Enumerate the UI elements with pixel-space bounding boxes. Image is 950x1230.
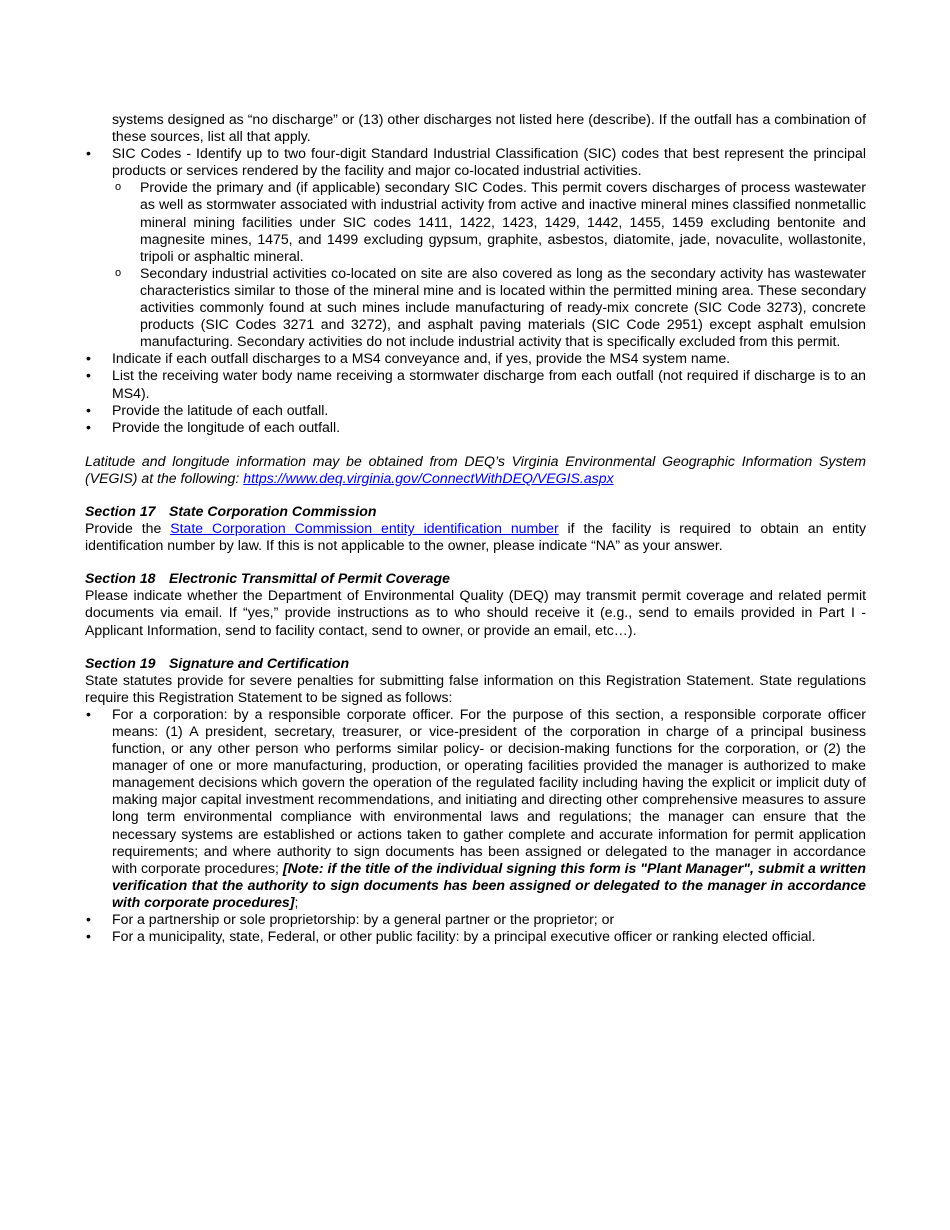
sic-sub-item-primary: o Provide the primary and (if applicable) secondary SIC Codes. This permit covers discharges of process wastewater as well as stormwater associated with industrial activity from active and inactive mineral mines classified nonmetallic mineral mining facilities under SIC codes 1411, 1422, 1423, 1429, 1442, 1455, 1459 excluding bentonite and magnesite mines, 1475, and 1499 excluding gypsum, graphite, asbestos, diatomite, jade, novaculite, wollastonite, tripoli or asphaltic mineral. [112, 179, 866, 264]
section-17-number: Section 17 [85, 502, 156, 519]
sic-sublist [85, 179, 866, 350]
section-17-post: if the facility is required to obtain an entity identification number by law. If this is not applicable to the owner, please indicate “NA” as your answer. [85, 520, 866, 554]
section-17-body [85, 520, 866, 554]
section-19-intro: State statutes provide for severe penalties for submitting false information on this Registration Statement. State regulations require this Registration Statement to be signed as follows: [85, 671, 866, 705]
scc-entity-id-link[interactable]: State Corporation Commission entity identification number [170, 520, 559, 537]
section-19-title: Signature and Certification [169, 654, 350, 671]
section-17-pre: Provide the [85, 520, 171, 537]
sic-codes-text: SIC Codes - Identify up to two four-digit Standard Industrial Classification (SIC) codes that best represent the principal products or services rendered by the facility and major co-located industrial activities. [112, 145, 866, 179]
continuation-text: systems designed as “no discharge” or (13) other discharges not listed here (describe). If the outfall has a combination of these sources, list all that apply. [112, 111, 866, 145]
section-18-heading [85, 570, 866, 587]
bullet-corporation [85, 706, 866, 911]
latlong-note [85, 453, 866, 487]
section-19-heading [85, 655, 866, 672]
corporation-text: For a corporation: by a responsible corporate officer. For the purpose of this section, a responsible corporate officer means: (1) A president, secretary, treasurer, or vice-president of the corporation in charge of a principal business function, or any other person who performs similar policy- or decision-making functions for the corporation, or (2) the manager of one or more manufacturing, production, or operating facilities provided the manager is authorized to make management decisions which govern the operation of the regulated facility including having the explicit or implicit duty of making major capital investment recommendations, and initiating and directing other comprehensive measures to assure long term environmental compliance with environmental laws and regulations; the manager can ensure that the necessary systems are established or actions taken to gather complete and accurate information for permit application requirements; and where authority to sign documents has been assigned or delegated to the manager in accordance with corporate procedures; [112, 705, 866, 876]
section-18-body: Please indicate whether the Department of Environmental Quality (DEQ) may transmit permit coverage and related permit documents via email. If “yes,” provide instructions as to who should receive it (e.g., send to emails provided in Part I - Applicant Information, send to facility contact, send to owner, or provide an email, etc…). [85, 587, 866, 638]
section-17-title: State Corporation Commission [169, 502, 377, 519]
section-18-title: Electronic Transmittal of Permit Coverage [169, 570, 450, 587]
section-18-number: Section 18 [85, 570, 156, 587]
section-19-number: Section 19 [85, 654, 156, 671]
section-17-heading [85, 503, 866, 520]
bullet-partnership: • For a partnership or sole proprietorship: by a general partner or the proprietor; or [85, 911, 866, 928]
document-page [85, 111, 866, 945]
sic-codes-bullet [85, 145, 866, 179]
corporation-end: ; [294, 893, 299, 910]
bullet-longitude: • Provide the longitude of each outfall. [85, 419, 866, 436]
latlong-text: Latitude and longitude information may be obtained from DEQ’s Virginia Environmental Geographic Information System (VEGIS) at the following: [85, 452, 866, 486]
bullet-ms4: • Indicate if each outfall discharges to a MS4 conveyance and, if yes, provide the MS4 system name. [85, 350, 866, 367]
corporation-note: [Note: if the title of the individual signing this form is "Plant Manager", submit a written verification that the authority to sign documents has been assigned or delegated to the manager in accordance with corporate procedures] [112, 859, 866, 910]
bullet-receiving-water: • List the receiving water body name receiving a stormwater discharge from each outfall (not required if discharge is to an MS4). [85, 367, 866, 401]
bullet-municipality: • For a municipality, state, Federal, or other public facility: by a principal executive officer or ranking elected official. [85, 928, 866, 945]
vegis-link[interactable]: https://www.deq.virginia.gov/ConnectWithDEQ/VEGIS.aspx [243, 469, 614, 486]
sic-sub-item-secondary: o Secondary industrial activities co-located on site are also covered as long as the secondary activity has wastewater characteristics similar to those of the mineral mine and is located within the permitted mining area. These secondary activities commonly found at such mines include manufacturing of ready-mix concrete (SIC Code 3273), concrete products (SIC Codes 3271 and 3272), and asphalt paving materials (SIC Code 2951) except asphalt emulsion manufacturing. Secondary activities do not include industrial activity that is specifically excluded from this permit. [112, 265, 866, 350]
bullet-latitude: • Provide the latitude of each outfall. [85, 402, 866, 419]
